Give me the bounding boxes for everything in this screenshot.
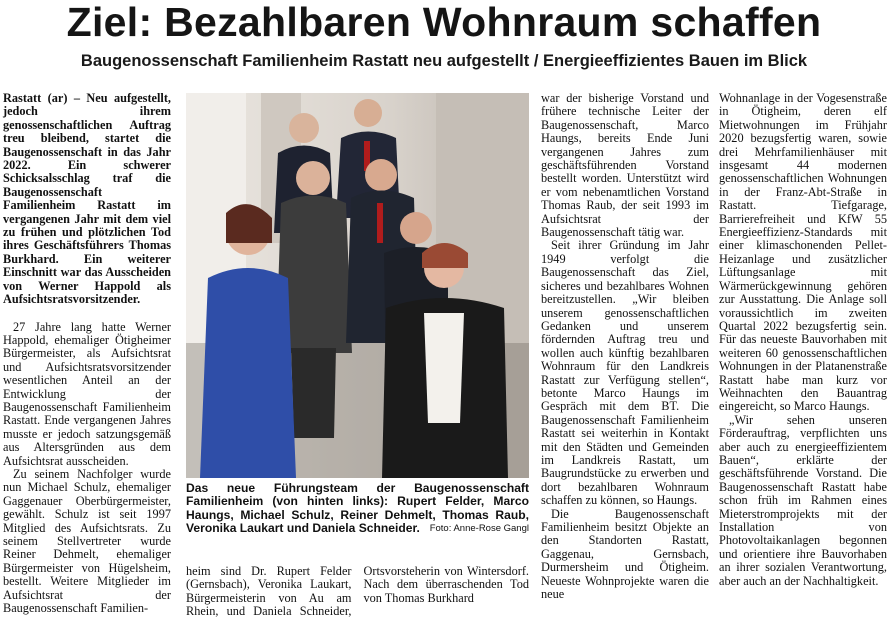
paragraph: „Wir sehen unseren Förderauftrag, verpflichten uns aber auch zu energieeffizientem Bauen“, erklärte der geschäftsführende Vorstand. Die Baugenossenschaft Rastatt habe schon früh im Rahmen eines Mieterstromprojekts mit der Installation von Photovoltaikanlagen begonnen und orientiere ihre Bauvorhaben an ihrer sozialen Verantwortung, aber auch an der Nachhaltigkeit. bbox=[719, 412, 887, 588]
paragraph: heim sind Dr. Rupert Felder (Gernsbach), Veronika Laukart, Bürgermeisterin von Au am Rhein, und Daniela Schneider, Ortsvorsteherin von Wintersdorf. Nach dem überraschenden Tod von Thomas Burkhard bbox=[186, 564, 529, 619]
caption-text: Das neue Führungsteam der Baugenossenschaft Familienheim (von hinten links): Rupert Felder, Marco Haungs, Michael Schulz, Reiner Dehmelt, Thomas Raub, Veronika Laukart und Daniela Schneider. bbox=[186, 481, 529, 536]
column-4 bbox=[719, 92, 887, 588]
paragraph: Die Baugenossenschaft Familienheim besitzt Objekte an den Standorten Rastatt, Gaggenau, Gernsbach, Durmersheim und Ötigheim. Neueste Wohnprojekte waren die neue bbox=[541, 506, 709, 602]
column-1 bbox=[3, 92, 171, 615]
paragraph: Wohnanlage in der Vogesenstraße in Ötigheim, deren elf Mietwohnungen im Frühjahr 2020 bezugsfertig waren, sowie drei Mehrfamilienhäuser mit insgesamt 44 modernen genossenschaftlichen Wohnungen in der Franz-Abt-Straße in Rastatt. Tiefgarage, Barrierefreiheit und KfW 55 Energieeffizienz-Standards mit einer klimaschonenden Pellet-Heizanlage und zusätzlicher Lüftungsanlage mit Wärmerückgewinnung gehören zur Ausstattung. Die Anlage soll voraussichtlich im zweiten Quartal 2022 bezugsfertig sein. Für das neueste Bauvorhaben mit weiteren 60 genossenschaftlichen Wohnungen in der Platanenstraße Rastatt habe man kurz vor Weihnachten den Bauantrag eingereicht, so Marco Haungs. bbox=[719, 91, 887, 414]
headline: Ziel: Bezahlbaren Wohnraum schaffen bbox=[66, 0, 822, 45]
lead-paragraph: Rastatt (ar) – Neu aufgestellt, jedoch ihrem genossenschaftlichen Auftrag treu bleibend, startet die Baugenossenschaft in das Jahr 2022. Ein schwerer Schicksalsschlag traf die Baugenossenschaft Familienheim Rastatt im vergangenen Jahr mit dem viel zu frühen und plötzlichen Tod ihres Geschäftsführers Thomas Burkhard. Ein weiterer Einschnitt war das Ausscheiden von Werner Happold als Aufsichtsratsvorsitzender. bbox=[3, 91, 171, 307]
paragraph: Zu seinem Nachfolger wurde nun Michael Schulz, ehemaliger Gaggenauer Oberbürgermeister, gewählt. Schulz ist seit 1997 Mitglied des Aufsichtsrats. Zu seinem Stellvertreter wurde Reiner Dehmelt, ehemaliger Bürgermeister von Hügelsheim, bestellt. Weitere Mitglieder im Aufsichtsrat der Baugenossenschaft Familien- bbox=[3, 466, 171, 616]
subheadline: Baugenossenschaft Familienheim Rastatt neu aufgestellt / Energieeffizientes Bauen im Blick bbox=[80, 52, 808, 70]
column-2 bbox=[186, 565, 529, 619]
photo-credit: Foto: Anne-Rose Gangl bbox=[429, 523, 529, 535]
photo-image bbox=[186, 93, 529, 478]
column-3 bbox=[541, 92, 709, 601]
paragraph: war der bisherige Vorstand und frühere technische Leiter der Baugenossenschaft, Marco Haungs, bereits Ende Juni vergangenen Jahres zum geschäftsführenden Vorstand bestellt worden. Unterstützt wird er vom nebenamtlichen Vorstand Thomas Raub, der seit 1993 im Aufsichtsrat der Baugenossenschaft tätig war. bbox=[541, 91, 709, 240]
photo-caption bbox=[186, 482, 529, 536]
group-photo bbox=[186, 93, 529, 478]
paragraph: Seit ihrer Gründung im Jahr 1949 verfolgt die Baugenossenschaft das Ziel, sicheres und bezahlbares Wohnen bereitzustellen. „Wir bleiben unserem genossenschaftlichen Gedanken und unserem fördernden Auftrag treu und wollen auch künftig bezahlbaren Wohnraum für den Landkreis Rastatt zur Verfügung stellen“, betonte Marco Haungs im Gespräch mit dem BT. Die Baugenossenschaft Familienheim Rastatt sei weiterhin in Kontakt mit den Städten und Gemeinden im Landkreis Rastatt, um Baugrundstücke zu erwerben und dort bezahlbaren Wohnraum schaffen zu können, so Haungs. bbox=[541, 238, 709, 508]
paragraph: 27 Jahre lang hatte Werner Happold, ehemaliger Ötigheimer Bürgermeister, als Aufsichtsrat und Aufsichtsratsvorsitzender wesentlichen Anteil an der Entwicklung der Baugenossenschaft Familienheim Rastatt. Ende vergangenen Jahres musste er jedoch satzungsgemäß aus Altersgründen aus dem Aufsichtsrat ausscheiden. bbox=[3, 319, 171, 468]
